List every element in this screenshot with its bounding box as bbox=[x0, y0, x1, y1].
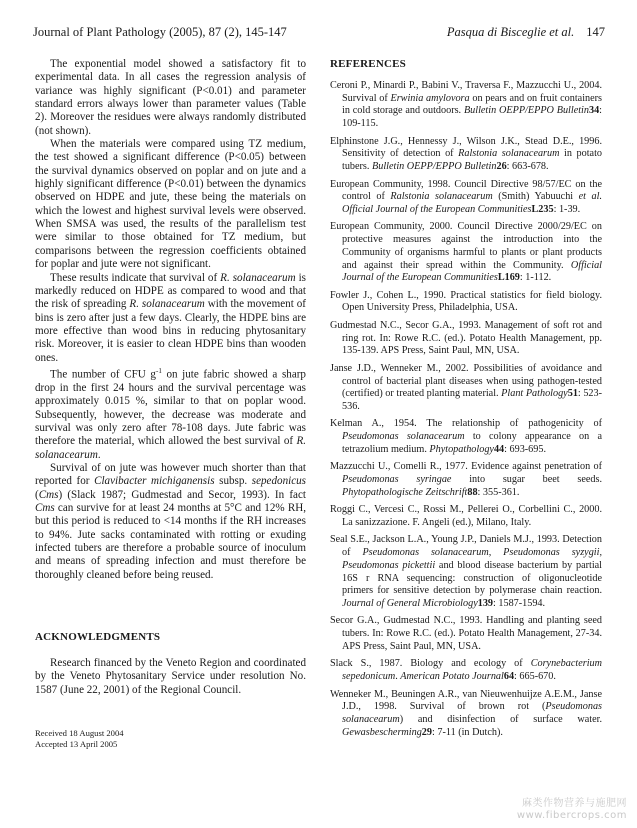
acknowledgments-heading: ACKNOWLEDGMENTS bbox=[35, 631, 161, 644]
reference-item: European Community, 2000. Council Directive 2000/29/EC on protective measures against the introduction into the Community of organisms harmful to plants or plant products and against their spread within the Community. Official Journal of the European CommunitiesL169: 1-112. bbox=[330, 221, 602, 284]
reference-item: Mazzucchi U., Comelli R., 1977. Evidence against penetration of Pseudomonas syringae into sugar beet seeds. Phytopathologische Zeitschrift88: 355-361. bbox=[330, 461, 602, 498]
page-number: 147 bbox=[586, 25, 605, 39]
paragraph-tz-medium: When the materials were compared using TZ medium, the test showed a significant difference (P<0.05) between the survival dynamics observed on poplar and on jute and a highly significant difference (P<0.01) between the dynamics observed on HDPE and jute, these being the materials on which the lowest and highest survival levels were observed. When SMSA was used, the results of the parallelism test were similar to those obtained for TZ medium, but comparisons between the regression coefficients obtained for poplar and jute were not significant. bbox=[35, 138, 306, 271]
right-column bbox=[330, 58, 602, 744]
author-line: Pasqua di Bisceglie et al. bbox=[446, 25, 575, 39]
journal-citation: Journal of Plant Pathology (2005), 87 (2), 145-147 bbox=[33, 25, 287, 39]
reference-item: Seal S.E., Jackson L.A., Young J.P., Daniels M.J., 1993. Detection of Pseudomonas solanacearum, Pseudomonas syzygii, Pseudomonas pickettii and blood disease bacterium by partial 16S r RNA sequencing: construction of oligonucleotide primers for sensitive detection by polymerase chain reaction. Journal of General Microbiology139: 1587-1594. bbox=[330, 534, 602, 609]
reference-list bbox=[330, 80, 602, 739]
reference-item: European Community, 1998. Council Directive 98/57/EC on the control of Ralstonia solanacearum (Smith) Yabuuchi et al. Official Journal of the European CommunitiesL235: 1-39. bbox=[330, 178, 603, 215]
received-date: Received 18 August 2004 bbox=[35, 728, 124, 739]
site-watermark: 麻类作物营养与施肥网 www.fibercrops.com bbox=[516, 798, 627, 821]
accepted-date: Accepted 13 April 2005 bbox=[35, 738, 118, 749]
running-header bbox=[33, 25, 605, 41]
paragraph-model-fit: The exponential model showed a satisfactory fit to experimental data. In all cases the regression analysis of variance was highly significant (P<0.01) and parameter standard errors always lower than parameter values (Table 2). Moreover the residues were always randomly distributed (not shown). bbox=[35, 58, 306, 137]
header-right bbox=[447, 25, 605, 40]
reference-item: Gudmestad N.C., Secor G.A., 1993. Management of soft rot and ring rot. In: Rowe R.C. (ed.). Potato Health Management, pp. 135-139. APS Press, Saint Paul, MN, USA. bbox=[330, 319, 602, 357]
reference-item: Roggi C., Vercesi C., Rossi M., Pellerei O., Corbellini C., 2000. La sanizzazione. F. Angeli (ed.), Milano, Italy. bbox=[330, 504, 602, 528]
paragraph-jute-survival: Survival of on jute was however much shorter than that reported for Clavibacter michiganensis subsp. sepedonicus (Cms) (Slack 1987; Gudmestad and Secor, 1993). In fact Cms can survive for at least 24 months at 5°C and 12% RH, but this period is reduced to <14 months if the RH increases to 94%. Jute sacks contaminated with rotting or exuding infected tubers are therefore a probable source of inoculum and means of spreading infection and must therefore be thoroughly cleaned before being reused. bbox=[35, 462, 306, 581]
reference-item: Janse J.D., Wenneker M., 2002. Possibilities of avoidance and control of bacterial plant diseases when using pathogen-tested (certified) or treated planting material. Plant Pathology51: 523-536. bbox=[330, 362, 602, 412]
paragraph-jute-cfu: The number of CFU $g^{-1}$ on jute fabric showed a sharp drop in the first 24 hours and the survival percentage was approximately 0.015 %, similar to that on poplar wood. Subsequently, however, the decrease was moderate and survival was only zero after 78-108 days. Jute fabric was therefore the material, which allowed the best survival of R. solanacearum. bbox=[35, 366, 306, 461]
references-heading: REFERENCES bbox=[330, 58, 406, 70]
reference-item: Secor G.A., Gudmestad N.C., 1993. Handling and planting seed tubers. In: Rowe R.C. (ed.). Potato Health Management, 27-34. APS Press, Saint Paul, MN, USA. bbox=[330, 615, 602, 652]
reference-item: Elphinstone J.G., Hennessy J., Wilson J.K., Stead D.E., 1996. Sensitivity of detection of Ralstonia solanacearum in potato tubers. Bulletin OEPP/EPPO Bulletin26: 663-678. bbox=[330, 135, 602, 173]
acknowledgments-text: Research financed by the Veneto Region and coordinated by the Veneto Phytosanitary Service under resolution No. 1587 (June 22, 2001) of the Regional Council. bbox=[35, 657, 306, 696]
reference-item: Fowler J., Cohen L., 1990. Practical statistics for field biology. Open University Press, Philadelphia, USA. bbox=[330, 289, 602, 314]
left-column bbox=[35, 58, 306, 750]
paragraph-hdpe: These results indicate that survival of R. solanacearum is markedly reduced on HDPE as compared to wood and that the risk of spreading R. solanacearum with the movement of bins is zero after just a few days. Clearly, the HDPE bins are more effective than wood bins in reducing phytosanitary risk. Moreover, it is easier to clean HDPE bins than wooden ones. bbox=[35, 271, 306, 364]
reference-item: Slack S., 1987. Biology and ecology of Corynebacterium sepedonicum. American Potato Journal64: 665-670. bbox=[330, 658, 602, 683]
reference-item: Ceroni P., Minardi P., Babini V., Traversa F., Mazzucchi U., 2004. Survival of Erwinia amylovora on pears and on fruit containers in cold storage and outdoors. Bulletin OEPP/EPPO Bulletin34: 109-115. bbox=[330, 80, 603, 130]
reference-item: Wenneker M., Beuningen A.R., van Nieuwenhuijze A.E.M., Janse J.D., 1998. Survival of brown rot (Pseudomonas solanacearum) and disinfection of surface water. Gewasbescherming29: 7-11 (in Dutch). bbox=[330, 688, 602, 738]
reference-item: Kelman A., 1954. The relationship of pathogenicity of Pseudomonas solanacearum to colony appearance on a tetrazolium medium. Phytopathology44: 693-695. bbox=[330, 418, 602, 455]
